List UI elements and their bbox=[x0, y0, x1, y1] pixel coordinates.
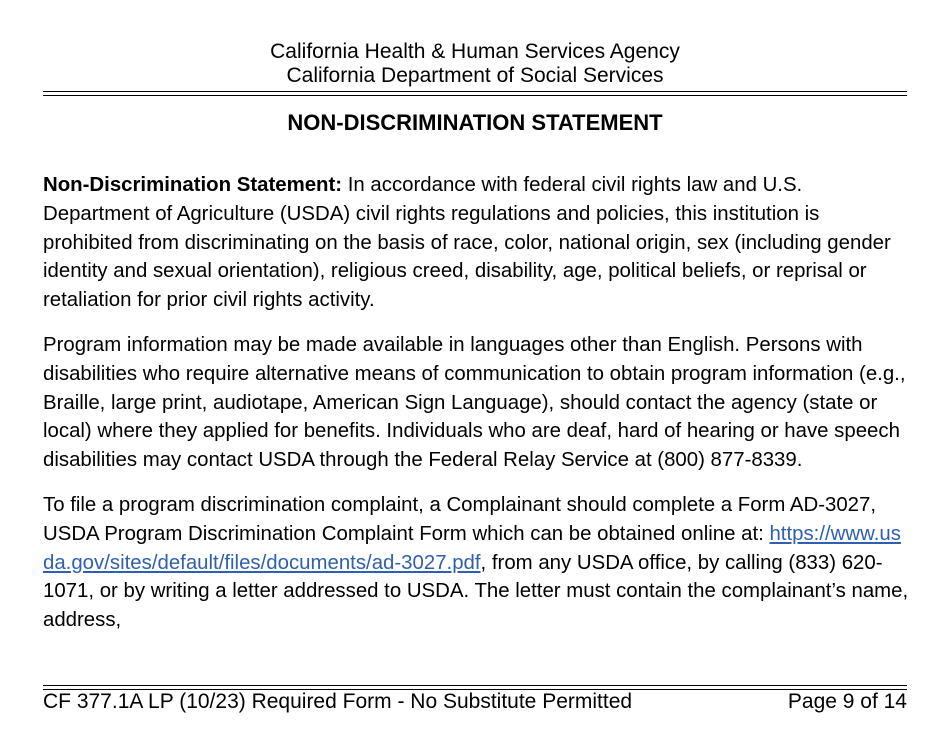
ad-3027-form-link[interactable]: https://www.usda.gov/sites/default/files/documents/ad-3027.pdf bbox=[43, 522, 901, 574]
paragraph-label: Non-Discrimination Statement: bbox=[43, 174, 343, 196]
paragraph-text: , from any USDA office, by calling (833) 620-1071, or by writing a letter addressed to USDA. The letter must contain the complainant’s name, address, bbox=[43, 551, 909, 632]
form-identifier: CF 377.1A LP (10/23) Required Form - No Substitute Permitted bbox=[43, 690, 633, 713]
header-divider bbox=[43, 91, 907, 96]
paragraph-text: To file a program discrimination complaint, a Complainant should complete a Form AD-3027, USDA Program Discrimination Complaint Form which can be obtained online at: bbox=[43, 493, 877, 545]
paragraph-text: In accordance with federal civil rights law and U.S. Department of Agriculture (USDA) civil rights regulations and policies, this institution is prohibited from discriminating on the basis of race, color, national origin, sex (including gender identity and sexual orientation), religious creed, disability, age, political beliefs, or reprisal or retaliation for prior civil rights activity. bbox=[43, 174, 891, 312]
department-name: California Department of Social Services bbox=[286, 64, 664, 87]
paragraph-program-information: Program information may be made available in languages other than English. Persons with disabilities who require alternative means of communication to obtain program information (e.g., Braille, large print, audiotape, American Sign Language), should contact the agency (state or local) where they applied for benefits. Individuals who are deaf, hard of hearing or have speech disabilities may contact USDA through the Federal Relay Service at (800) 877-8339. bbox=[43, 333, 906, 472]
agency-name: California Health & Human Services Agency bbox=[270, 40, 680, 63]
document-body bbox=[43, 171, 911, 651]
page-title: NON-DISCRIMINATION STATEMENT bbox=[287, 110, 663, 135]
document-header bbox=[0, 40, 950, 88]
paragraph-complaint bbox=[43, 491, 911, 635]
page-number: Page 9 of 14 bbox=[787, 690, 907, 713]
paragraph-non-discrimination bbox=[43, 171, 911, 315]
